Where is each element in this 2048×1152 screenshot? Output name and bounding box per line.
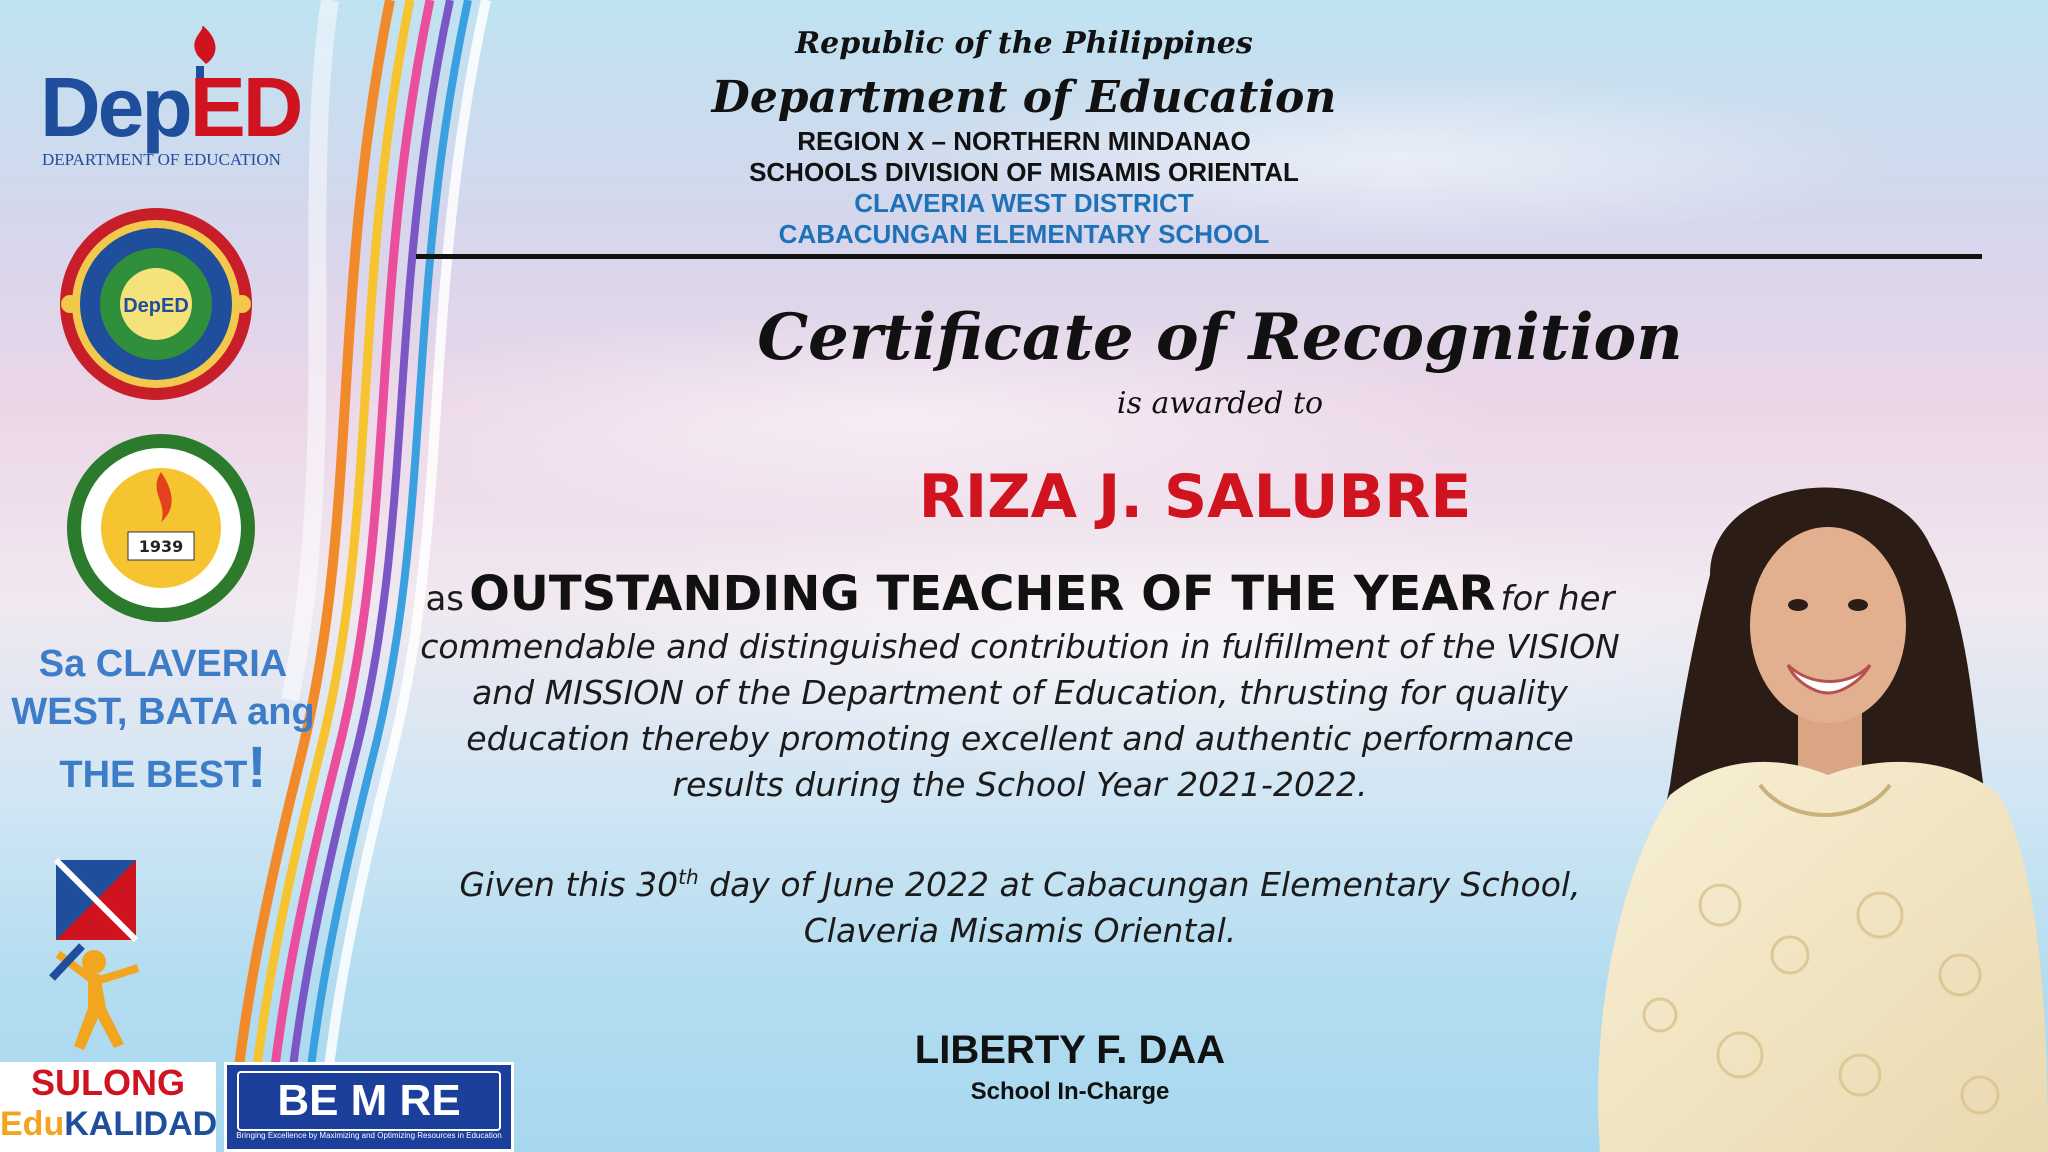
recipient-name: RIZA J. SALUBRE <box>918 462 1472 532</box>
school-seal-year: 1939 <box>138 537 184 556</box>
slogan-line-3: THE BEST <box>59 754 248 796</box>
awarded-to: is awarded to <box>1116 386 1324 421</box>
deped-logo-icon: DepED DEPARTMENT OF EDUCATION <box>36 26 326 176</box>
bemore-logo-icon <box>224 1062 514 1152</box>
bemore-sub: Bringing Excellence by Maximizing and Optimizing Resources in Education <box>236 1131 502 1140</box>
svg-text:DepED: DepED <box>123 295 189 317</box>
signatory-name: LIBERTY F. DAA <box>914 1028 1226 1072</box>
slogan <box>0 640 326 799</box>
body-line-2: and MISSION of the Department of Education, thrusting for quality <box>472 673 1568 712</box>
edu-text: Edu <box>0 1105 65 1143</box>
body-line-4: results during the School Year 2021-2022. <box>672 765 1368 804</box>
portrait-image <box>1560 455 2048 1152</box>
district-line: CLAVERIA WEST DISTRICT <box>854 188 1194 218</box>
given-pre: Given this 30 <box>459 865 679 904</box>
body-line-1: commendable and distinguished contribution in fulfillment of the VISION <box>420 627 1620 666</box>
slogan-bang: ! <box>247 735 267 800</box>
given-paragraph <box>360 854 1680 954</box>
bemore-text: BE M RE <box>237 1071 501 1131</box>
deped-logo-sub: DEPARTMENT OF EDUCATION <box>42 150 281 169</box>
body-paragraph <box>360 624 1680 808</box>
body-line-3: education thereby promoting excellent and authentic performance <box>466 719 1574 758</box>
division-line: SCHOOLS DIVISION OF MISAMIS ORIENTAL <box>749 157 1299 187</box>
header-rule <box>416 254 1982 259</box>
department-line: Department of Education <box>711 72 1337 123</box>
region-line: REGION X – NORTHERN MINDANAO <box>797 126 1251 156</box>
given-line-2: Claveria Misamis Oriental. <box>803 911 1237 950</box>
as-text: as <box>425 579 465 619</box>
given-sup: th <box>678 865 699 889</box>
certificate-title: Certificate of Recognition <box>757 300 1683 375</box>
republic-line: Republic of the Philippines <box>795 26 1253 61</box>
for-her-text: for her <box>1500 579 1615 619</box>
given-post: day of June 2022 at Cabacungan Elementary School, <box>698 865 1581 904</box>
sulong-text: SULONG <box>30 1062 185 1103</box>
slogan-line-2: WEST, BATA ang <box>11 691 315 733</box>
sulong-edukalidad-logo <box>0 1062 216 1152</box>
award-title: OUTSTANDING TEACHER OF THE YEAR <box>469 566 1496 622</box>
signatory-title: School In-Charge <box>970 1078 1170 1105</box>
kalidad-text: KALIDAD <box>64 1105 218 1143</box>
school-line: CABACUNGAN ELEMENTARY SCHOOL <box>778 219 1270 249</box>
sulong-figure-icon <box>48 858 158 1058</box>
school-seal-icon <box>58 432 264 624</box>
award-line <box>360 566 1680 622</box>
slogan-line-1: Sa CLAVERIA <box>38 643 288 685</box>
